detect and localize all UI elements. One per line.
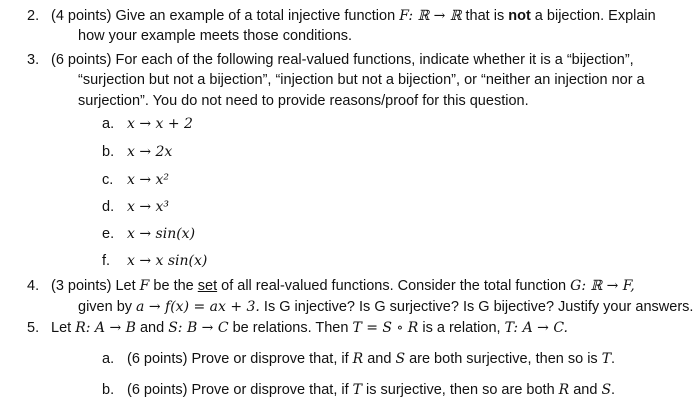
q2-text-2: how your example meets those conditions.	[78, 28, 353, 44]
q3-item-expr: x → x + 2	[127, 116, 193, 132]
q2-text-1: (4 points) Give an example of a total injective function F: ℝ → ℝ that is not a bijection. Explain	[51, 8, 656, 24]
q3-item-expr: x → x²	[127, 172, 170, 188]
q4-text-1: (3 points) Let F be the set of all real-valued functions. Consider the total function G: ℝ → F,	[51, 278, 635, 294]
q3-item-label: a.	[102, 116, 115, 132]
q5-text-1: Let R: A → B and S: B → C be relations. Then T = S ∘ R is a relation, T: A → C.	[51, 320, 568, 336]
q3-item-expr: x → 2x	[127, 144, 173, 160]
q3-item-label: e.	[102, 226, 115, 242]
q3-item-label: b.	[102, 144, 115, 160]
q3-item-label: d.	[102, 199, 115, 215]
q3-text-3: surjection”. You do not need to provide reasons/proof for this question.	[78, 93, 529, 109]
q3-item-expr: x → x³	[127, 199, 170, 215]
q4-text-2: given by a → f(x) = ax + 3. Is G injective? Is G surjective? Is G bijective? Justify your answers.	[78, 299, 694, 315]
q2-number: 2.	[27, 8, 40, 24]
q3-text-2: “surjection but not a bijection”, “injection but not a bijection”, or “neither an injection nor a	[78, 72, 645, 88]
q3-item-label: c.	[102, 172, 114, 188]
q5-item-label: a.	[102, 351, 115, 367]
q3-text-1: (6 points) For each of the following real-valued functions, indicate whether it is a “bijection”,	[51, 52, 634, 68]
q5-number: 5.	[27, 320, 40, 336]
q5-item-text: (6 points) Prove or disprove that, if T is surjective, then so are both R and S.	[127, 382, 616, 398]
q3-item-label: f.	[102, 253, 111, 269]
q3-number: 3.	[27, 52, 40, 68]
q3-item-expr: x → x sin(x)	[127, 253, 208, 269]
q3-item-expr: x → sin(x)	[127, 226, 196, 242]
q5-item-text: (6 points) Prove or disprove that, if R and S are both surjective, then so is T.	[127, 351, 616, 367]
q5-item-label: b.	[102, 382, 115, 398]
q4-number: 4.	[27, 278, 40, 294]
